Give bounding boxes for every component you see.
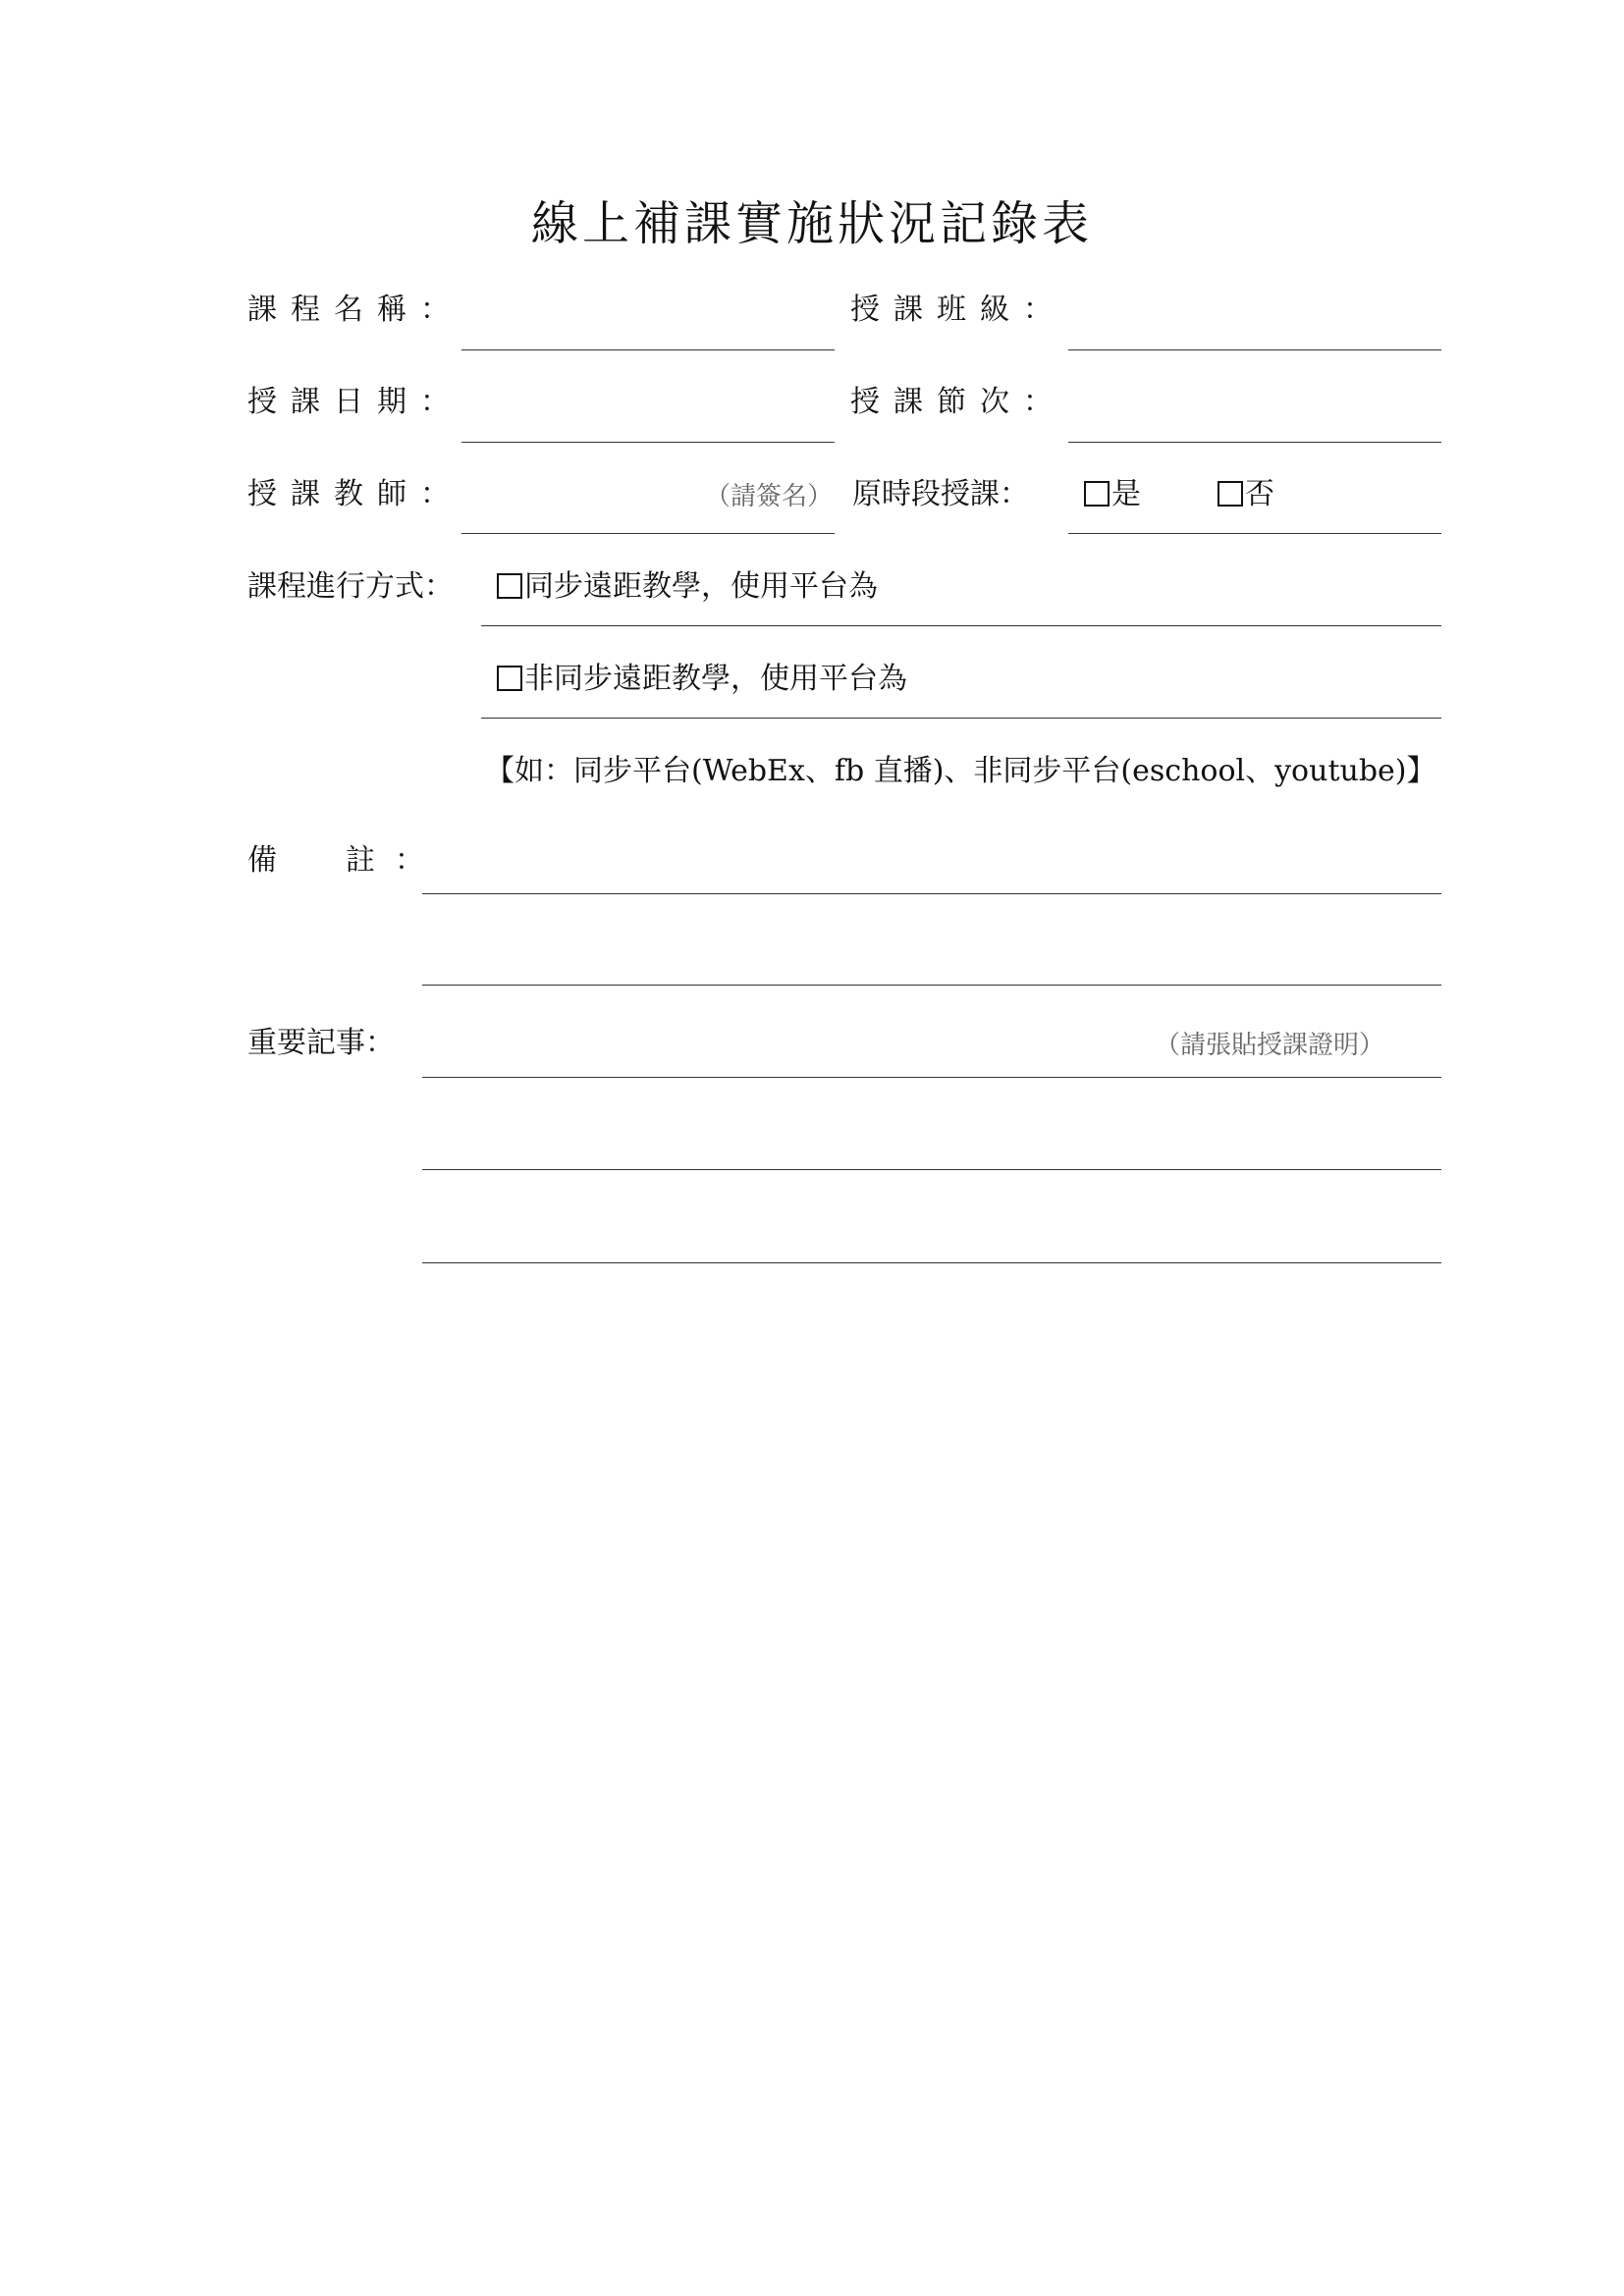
teacher-label <box>247 475 450 514</box>
sync-option-label: 同步遠距教學，使用平台為 <box>524 569 878 604</box>
platform-example: 【如：同步平台(WebEx、fb 直播)、非同步平台(eschool、youtube)】 <box>485 754 1436 788</box>
period-label-text: 授課節次 <box>850 385 1023 419</box>
colon: ： <box>424 569 454 604</box>
async-platform-field[interactable] <box>481 718 1441 719</box>
method-label <box>247 567 454 607</box>
date-field[interactable] <box>461 442 835 443</box>
class-label-text: 授課班級 <box>850 293 1023 327</box>
yes-option[interactable] <box>1084 475 1141 514</box>
period-label <box>850 383 1053 422</box>
remarks-label-text: 備 註 <box>247 843 395 878</box>
important-label <box>247 1024 395 1063</box>
colon: ： <box>1000 477 1029 511</box>
class-label <box>850 291 1053 330</box>
class-field[interactable] <box>1068 349 1441 350</box>
remarks-label <box>247 841 424 881</box>
period-field[interactable] <box>1068 442 1441 443</box>
colon: ： <box>420 385 450 419</box>
remarks-line-1[interactable] <box>422 893 1441 894</box>
date-label <box>247 383 450 422</box>
teacher-label-text: 授課教師 <box>247 477 420 511</box>
sync-checkbox[interactable] <box>497 573 522 599</box>
teacher-sign-hint: （請簽名） <box>705 482 834 511</box>
teacher-field[interactable] <box>461 533 835 534</box>
no-checkbox[interactable] <box>1218 481 1243 507</box>
course-name-field[interactable] <box>461 349 835 350</box>
no-option[interactable] <box>1218 475 1274 514</box>
page-title: 線上補課實施狀況記錄表 <box>530 196 1093 251</box>
colon: ： <box>395 843 424 878</box>
colon: ： <box>420 477 450 511</box>
date-label-text: 授課日期 <box>247 385 420 419</box>
course-name-label-text: 課程名稱 <box>247 293 420 327</box>
course-name-label <box>247 291 450 330</box>
async-option[interactable] <box>497 660 907 699</box>
original-slot-label-text: 原時段授課 <box>852 477 1000 511</box>
important-line-2[interactable] <box>422 1169 1441 1170</box>
important-hint: （請張貼授課證明） <box>1155 1031 1385 1060</box>
colon: ： <box>420 293 450 327</box>
async-option-label: 非同步遠距教學，使用平台為 <box>524 662 907 696</box>
sync-option[interactable] <box>497 567 878 607</box>
original-slot-label <box>852 475 1029 514</box>
sync-platform-field[interactable] <box>481 625 1441 626</box>
original-slot-line <box>1068 533 1441 534</box>
no-label: 否 <box>1245 477 1274 511</box>
yes-label: 是 <box>1111 477 1141 511</box>
remarks-line-2[interactable] <box>422 985 1441 986</box>
colon: ： <box>365 1026 395 1060</box>
async-checkbox[interactable] <box>497 666 522 691</box>
yes-checkbox[interactable] <box>1084 481 1110 507</box>
colon: ： <box>1023 293 1053 327</box>
method-label-text: 課程進行方式 <box>247 569 424 604</box>
important-label-text: 重要記事 <box>247 1026 365 1060</box>
important-line-3[interactable] <box>422 1262 1441 1263</box>
colon: ： <box>1023 385 1053 419</box>
important-line-1[interactable] <box>422 1077 1441 1078</box>
